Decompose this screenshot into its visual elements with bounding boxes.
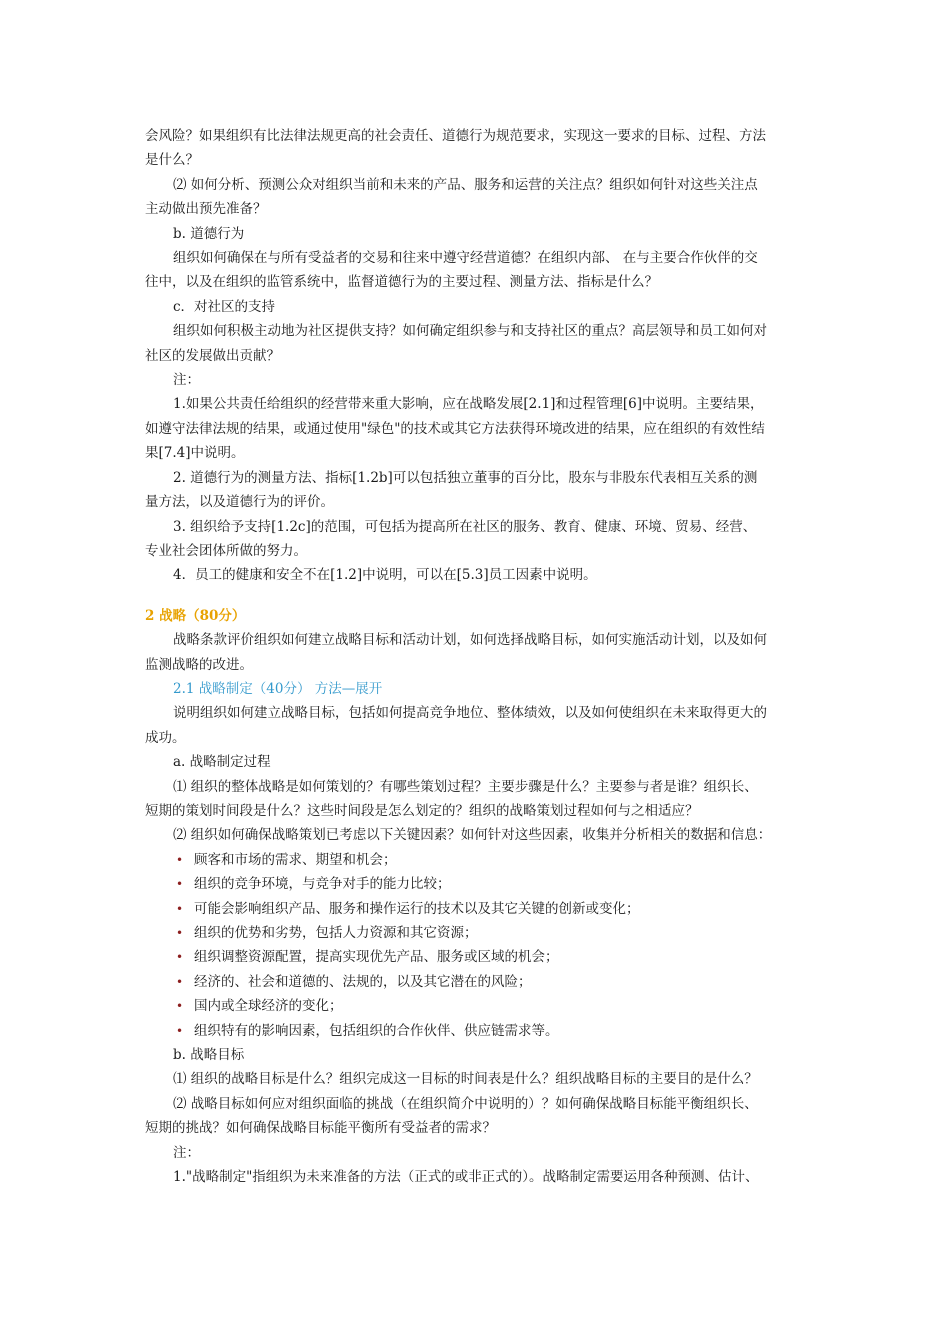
- bullet-item: • 组织调整资源配置，提高实现优先产品、服务或区域的机会；: [145, 945, 807, 969]
- subsection-label: a. 战略制定过程: [173, 754, 271, 771]
- note-line: 量方法，以及道德行为的评价。: [145, 494, 334, 511]
- paragraph-line: 组织如何积极主动地为社区提供支持？如何确定组织参与和支持社区的重点？高层领导和员工如何对: [173, 323, 767, 340]
- note-line: 果[7.4]中说明。: [145, 445, 245, 462]
- note-line: 3. 组织给予支持[1.2c]的范围，可包括为提高所在社区的服务、教育、健康、环境、贸易、经营、: [173, 518, 757, 535]
- paragraph-line: 组织如何确保在与所有受益者的交易和往来中遵守经营道德？在组织内部、 在与主要合作伙伴的交: [173, 250, 758, 267]
- bullet-item: • 国内或全球经济的变化；: [145, 994, 807, 1018]
- bullet-item: • 组织特有的影响因素，包括组织的合作伙伴、供应链需求等。: [145, 1019, 807, 1043]
- bullet-item: • 可能会影响组织产品、服务和操作运行的技术以及其它关键的创新或变化；: [145, 897, 807, 921]
- subsection-label: b. 战略目标: [173, 1047, 245, 1064]
- paragraph-line: ⑴ 组织的整体战略是如何策划的？有哪些策划过程？主要步骤是什么？主要参与者是谁？组织长、: [173, 778, 758, 795]
- paragraph-line: ⑵ 战略目标如何应对组织面临的挑战（在组织简介中说明的）？如何确保战略目标能平衡组织长、: [173, 1095, 758, 1112]
- bullet-icon: •: [176, 901, 184, 916]
- paragraph-line: 短期的挑战？如何确保战略目标能平衡所有受益者的需求？: [145, 1120, 496, 1137]
- bullet-icon: •: [176, 950, 184, 965]
- note-line: 1.如果公共责任给组织的经营带来重大影响，应在战略发展[2.1]和过程管理[6]中说明。主要结果，: [173, 396, 764, 413]
- note-line: 2. 道德行为的测量方法、指标[1.2b]可以包括独立董事的百分比，股东与非股东代表相互关系的测: [173, 469, 758, 486]
- bullet-icon: •: [176, 999, 184, 1014]
- paragraph-line: 社区的发展做出贡献？: [145, 347, 280, 364]
- paragraph-line: 成功。: [145, 729, 186, 746]
- bullet-icon: •: [176, 974, 184, 989]
- note-line: 4．员工的健康和安全不在[1.2]中说明，可以在[5.3]员工因素中说明。: [173, 567, 597, 584]
- bullet-item: • 组织的优势和劣势，包括人力资源和其它资源；: [145, 921, 807, 945]
- bullet-item: • 顾客和市场的需求、期望和机会；: [145, 848, 807, 872]
- bullet-icon: •: [176, 877, 184, 892]
- bullet-icon: •: [176, 926, 184, 940]
- document-body: [145, 124, 807, 1189]
- paragraph-line: 说明组织如何建立战略目标，包括如何提高竞争地位、整体绩效，以及如何使组织在未来取得更大的: [173, 705, 767, 722]
- note-label: 注：: [173, 372, 200, 389]
- bullet-icon: •: [176, 852, 184, 867]
- paragraph-line: 短期的策划时间段是什么？这些时间段是怎么划定的？组织的战略策划过程如何与之相适应？: [145, 802, 699, 819]
- bullet-item: • 经济的、社会和道德的、法规的，以及其它潜在的风险；: [145, 970, 807, 994]
- paragraph-line: 往中，以及在组织的监管系统中，监督道德行为的主要过程、测量方法、指标是什么？: [145, 274, 658, 291]
- paragraph-line: 主动做出预先准备？: [145, 201, 267, 218]
- paragraph-line: ⑵ 组织如何确保战略策划已考虑以下关键因素？如何针对这些因素，收集并分析相关的数据和信息：: [173, 827, 772, 844]
- paragraph-line: ⑵ 如何分析、预测公众对组织当前和未来的产品、服务和运营的关注点？组织如何针对这些关注点: [173, 176, 758, 193]
- paragraph-line: 监测战略的改进。: [145, 656, 253, 673]
- paragraph-line: 战略条款评价组织如何建立战略目标和活动计划，如何选择战略目标，如何实施活动计划，以及如何: [173, 632, 767, 649]
- subsection-heading: 2.1 战略制定（40分） 方法—展开: [173, 680, 383, 697]
- bullet-item: • 组织的竞争环境，与竞争对手的能力比较；: [145, 872, 807, 896]
- paragraph-line: 会风险？如果组织有比法律法规更高的社会责任、道德行为规范要求，实现这一要求的目标、过程、方法: [145, 128, 766, 144]
- note-line: 如遵守法律法规的结果，或通过使用"绿色"的技术或其它方法获得环境改进的结果，应在组织的有效性结: [145, 420, 765, 437]
- paragraph-line: 是什么？: [145, 152, 199, 169]
- note-line: 1."战略制定"指组织为未来准备的方法（正式的或非正式的）。战略制定需要运用各种预测、估计、: [173, 1169, 759, 1186]
- note-line: 专业社会团体所做的努力。: [145, 542, 307, 559]
- paragraph-line: ⑴ 组织的战略目标是什么？组织完成这一目标的时间表是什么？组织战略目标的主要目的是什么？: [173, 1071, 758, 1088]
- subsection-label: c．对社区的支持: [173, 298, 276, 315]
- section-heading: 2 战略（80分）: [145, 607, 246, 624]
- subsection-label: b. 道德行为: [173, 225, 245, 242]
- bullet-icon: •: [176, 1023, 184, 1038]
- note-label: 注：: [173, 1144, 200, 1161]
